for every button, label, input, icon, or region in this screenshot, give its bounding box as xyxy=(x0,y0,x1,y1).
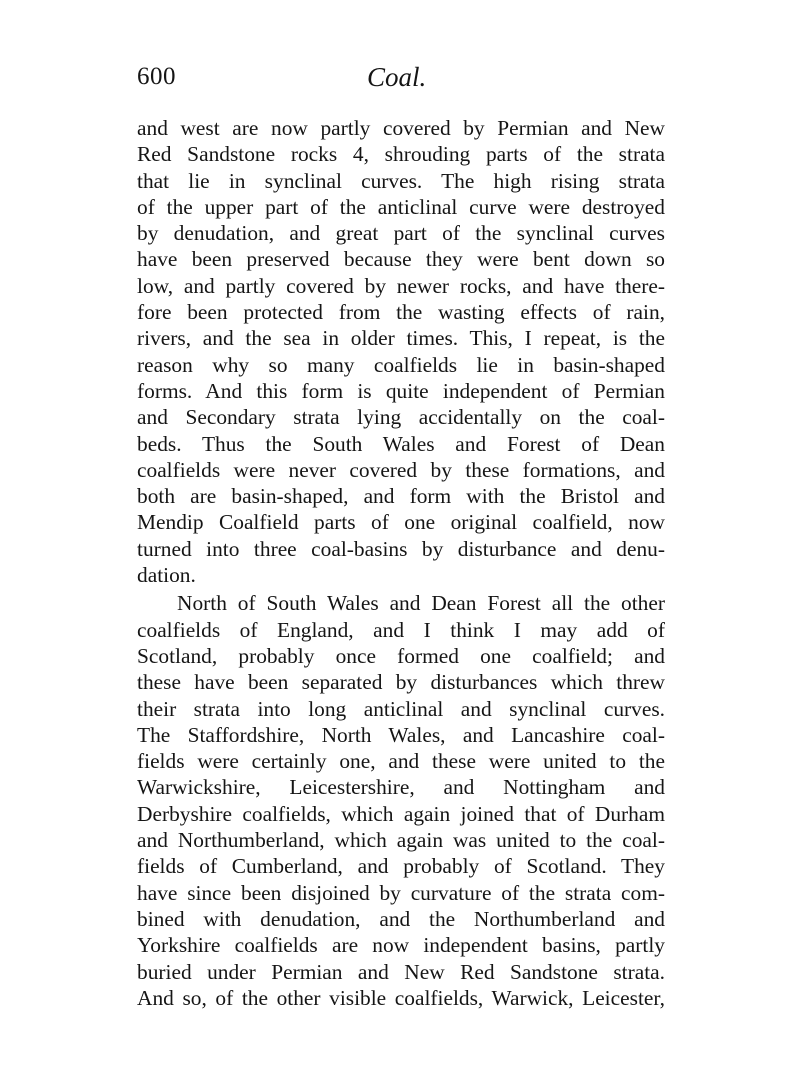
paragraph-end-line: dation. xyxy=(137,563,196,588)
text-line: Scotland, probably once formed one coalfield; and xyxy=(137,643,665,668)
text-line: coalfields of England, and I think I may add of xyxy=(137,617,665,642)
paragraph-first-line: North of South Wales and Dean Forest all the other xyxy=(177,591,665,616)
text-line: these have been separated by disturbances which threw xyxy=(137,670,665,695)
text-line: fields were certainly one, and these were united to the xyxy=(137,749,665,774)
text-line: of the upper part of the anticlinal curve were destroyed xyxy=(137,194,665,219)
running-head: Coal. xyxy=(367,62,427,92)
text-line: low, and partly covered by newer rocks, and have there- xyxy=(137,273,665,298)
page-header xyxy=(137,62,665,98)
text-line: And so, of the other visible coalfields, Warwick, Leicester, xyxy=(137,985,665,1010)
text-line: by denudation, and great part of the synclinal curves xyxy=(137,221,665,246)
text-line: their strata into long anticlinal and synclinal curves. xyxy=(137,696,665,721)
text-line: rivers, and the sea in older times. This, I repeat, is the xyxy=(137,326,665,351)
text-line: forms. And this form is quite independent of Permian xyxy=(137,378,665,403)
text-line: buried under Permian and New Red Sandstone strata. xyxy=(137,959,665,984)
text-line: The Staffordshire, North Wales, and Lancashire coal- xyxy=(137,722,665,747)
text-line: Red Sandstone rocks 4, shrouding parts of the strata xyxy=(137,142,665,167)
page-number: 600 xyxy=(137,63,176,90)
text-line: Yorkshire coalfields are now independent basins, partly xyxy=(137,933,665,958)
text-line: have since been disjoined by curvature of the strata com- xyxy=(137,880,665,905)
text-line: have been preserved because they were bent down so xyxy=(137,247,665,272)
text-line: turned into three coal-basins by disturbance and denu- xyxy=(137,536,665,561)
text-line: coalfields were never covered by these formations, and xyxy=(137,457,665,482)
text-line: fields of Cumberland, and probably of Scotland. They xyxy=(137,854,665,879)
text-line: and Secondary strata lying accidentally on the coal- xyxy=(137,405,665,430)
text-line: and Northumberland, which again was united to the coal- xyxy=(137,828,665,853)
text-line: beds. Thus the South Wales and Forest of Dean xyxy=(137,431,665,456)
text-line: Mendip Coalfield parts of one original coalfield, now xyxy=(137,510,665,535)
text-line: bined with denudation, and the Northumberland and xyxy=(137,906,665,931)
text-line: Warwickshire, Leicestershire, and Nottingham and xyxy=(137,775,665,800)
text-line: both are basin-shaped, and form with the Bristol and xyxy=(137,484,665,509)
text-line: reason why so many coalfields lie in basin-shaped xyxy=(137,352,665,377)
body-text xyxy=(137,115,665,1011)
text-line: Derbyshire coalfields, which again joined that of Durham xyxy=(137,801,665,826)
text-line: and west are now partly covered by Permian and New xyxy=(137,116,665,140)
text-line: fore been protected from the wasting effects of rain, xyxy=(137,300,665,325)
text-line: that lie in synclinal curves. The high rising strata xyxy=(137,168,665,193)
